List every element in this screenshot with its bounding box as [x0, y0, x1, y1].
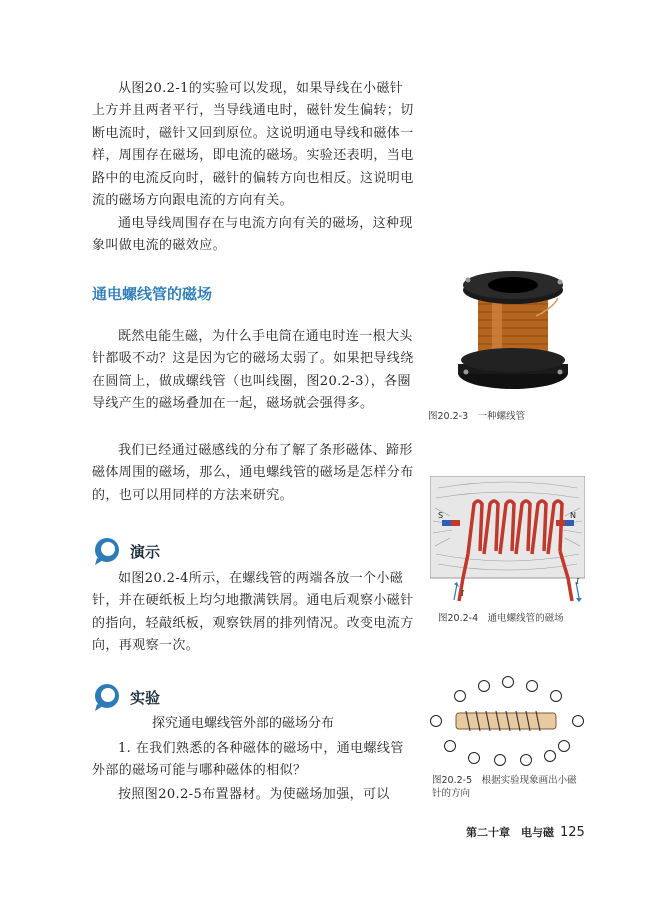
paragraph-4: 我们已经通过磁感线的分布了解了条形磁体、蹄形磁体周围的磁场，那么，通电螺线管的磁场是怎样分布的，也可以用同样的方法来研究。 — [92, 443, 414, 503]
compass-figure — [426, 676, 588, 768]
fig5-caption: 图20.2-5 根据实验现象画出小磁针的方向 — [432, 775, 577, 799]
experiment-title: 探究通电螺线管外部的磁场分布 — [152, 716, 335, 731]
paragraph-3: 既然电能生磁，为什么手电筒在通电时连一根大头针都吸不动？这是因为它的磁场太弱了。如果把导线绕在圆筒上，做成螺线管（也叫线圈，图20.2-3），各圈导线产生的磁场叠加在一起，磁场就会强得多。 — [92, 329, 414, 412]
fig4-s-label: S — [438, 511, 444, 520]
paragraph-2: 通电导线周围存在与电流方向有关的磁场，这种现象叫做电流的磁效应。 — [92, 216, 413, 254]
chapter-label: 第二十章 电与磁 — [466, 826, 554, 839]
experiment-label: 实验 — [130, 688, 161, 707]
page-number: 125 — [560, 825, 585, 840]
experiment-instruction: 按照图20.2-5布置器材。为使磁场加强，可以 — [118, 787, 390, 802]
experiment-heading — [92, 682, 160, 712]
paragraph-1: 从图20.2-1的实验可以发现，如果导线在小磁针上方并且两者平行，当导线通电时，磁针发生偏转；切断电流时，磁针又回到原位。这说明通电导线和磁体一样，周围存在磁场，即电流的磁场。实验还表明，当电路中的电流反向时，磁针的偏转方向也相反。这说明电流的磁场方向跟电流的方向有关。 — [92, 81, 414, 209]
fig3-caption: 图20.2-3 一种螺线管 — [428, 411, 526, 422]
demo-heading — [92, 536, 160, 566]
coil-figure — [448, 268, 578, 400]
filings-figure — [430, 476, 585, 602]
experiment-question: 1. 在我们熟悉的各种磁体的磁场中，通电螺线管外部的磁场可能与哪种磁体的相似？ — [92, 741, 404, 779]
demo-label: 演示 — [130, 542, 161, 561]
fig4-n-label: N — [570, 511, 576, 520]
page-footer — [466, 824, 585, 840]
demo-paragraph: 如图20.2-4所示，在螺线管的两端各放一个小磁针，并在硬纸板上均匀地撒满铁屑。通电后观察小磁针的指向，轻敲纸板，观察铁屑的排列情况。改变电流方向，再观察一次。 — [92, 571, 414, 654]
fig4-current-left: I — [461, 589, 465, 598]
fig4-current-right: I — [576, 577, 580, 586]
section-title: 通电螺线管的磁场 — [92, 285, 213, 303]
fig4-caption: 图20.2-4 通电螺线管的磁场 — [438, 613, 564, 624]
speech-bubble-icon — [92, 682, 122, 712]
speech-bubble-icon — [92, 536, 122, 566]
